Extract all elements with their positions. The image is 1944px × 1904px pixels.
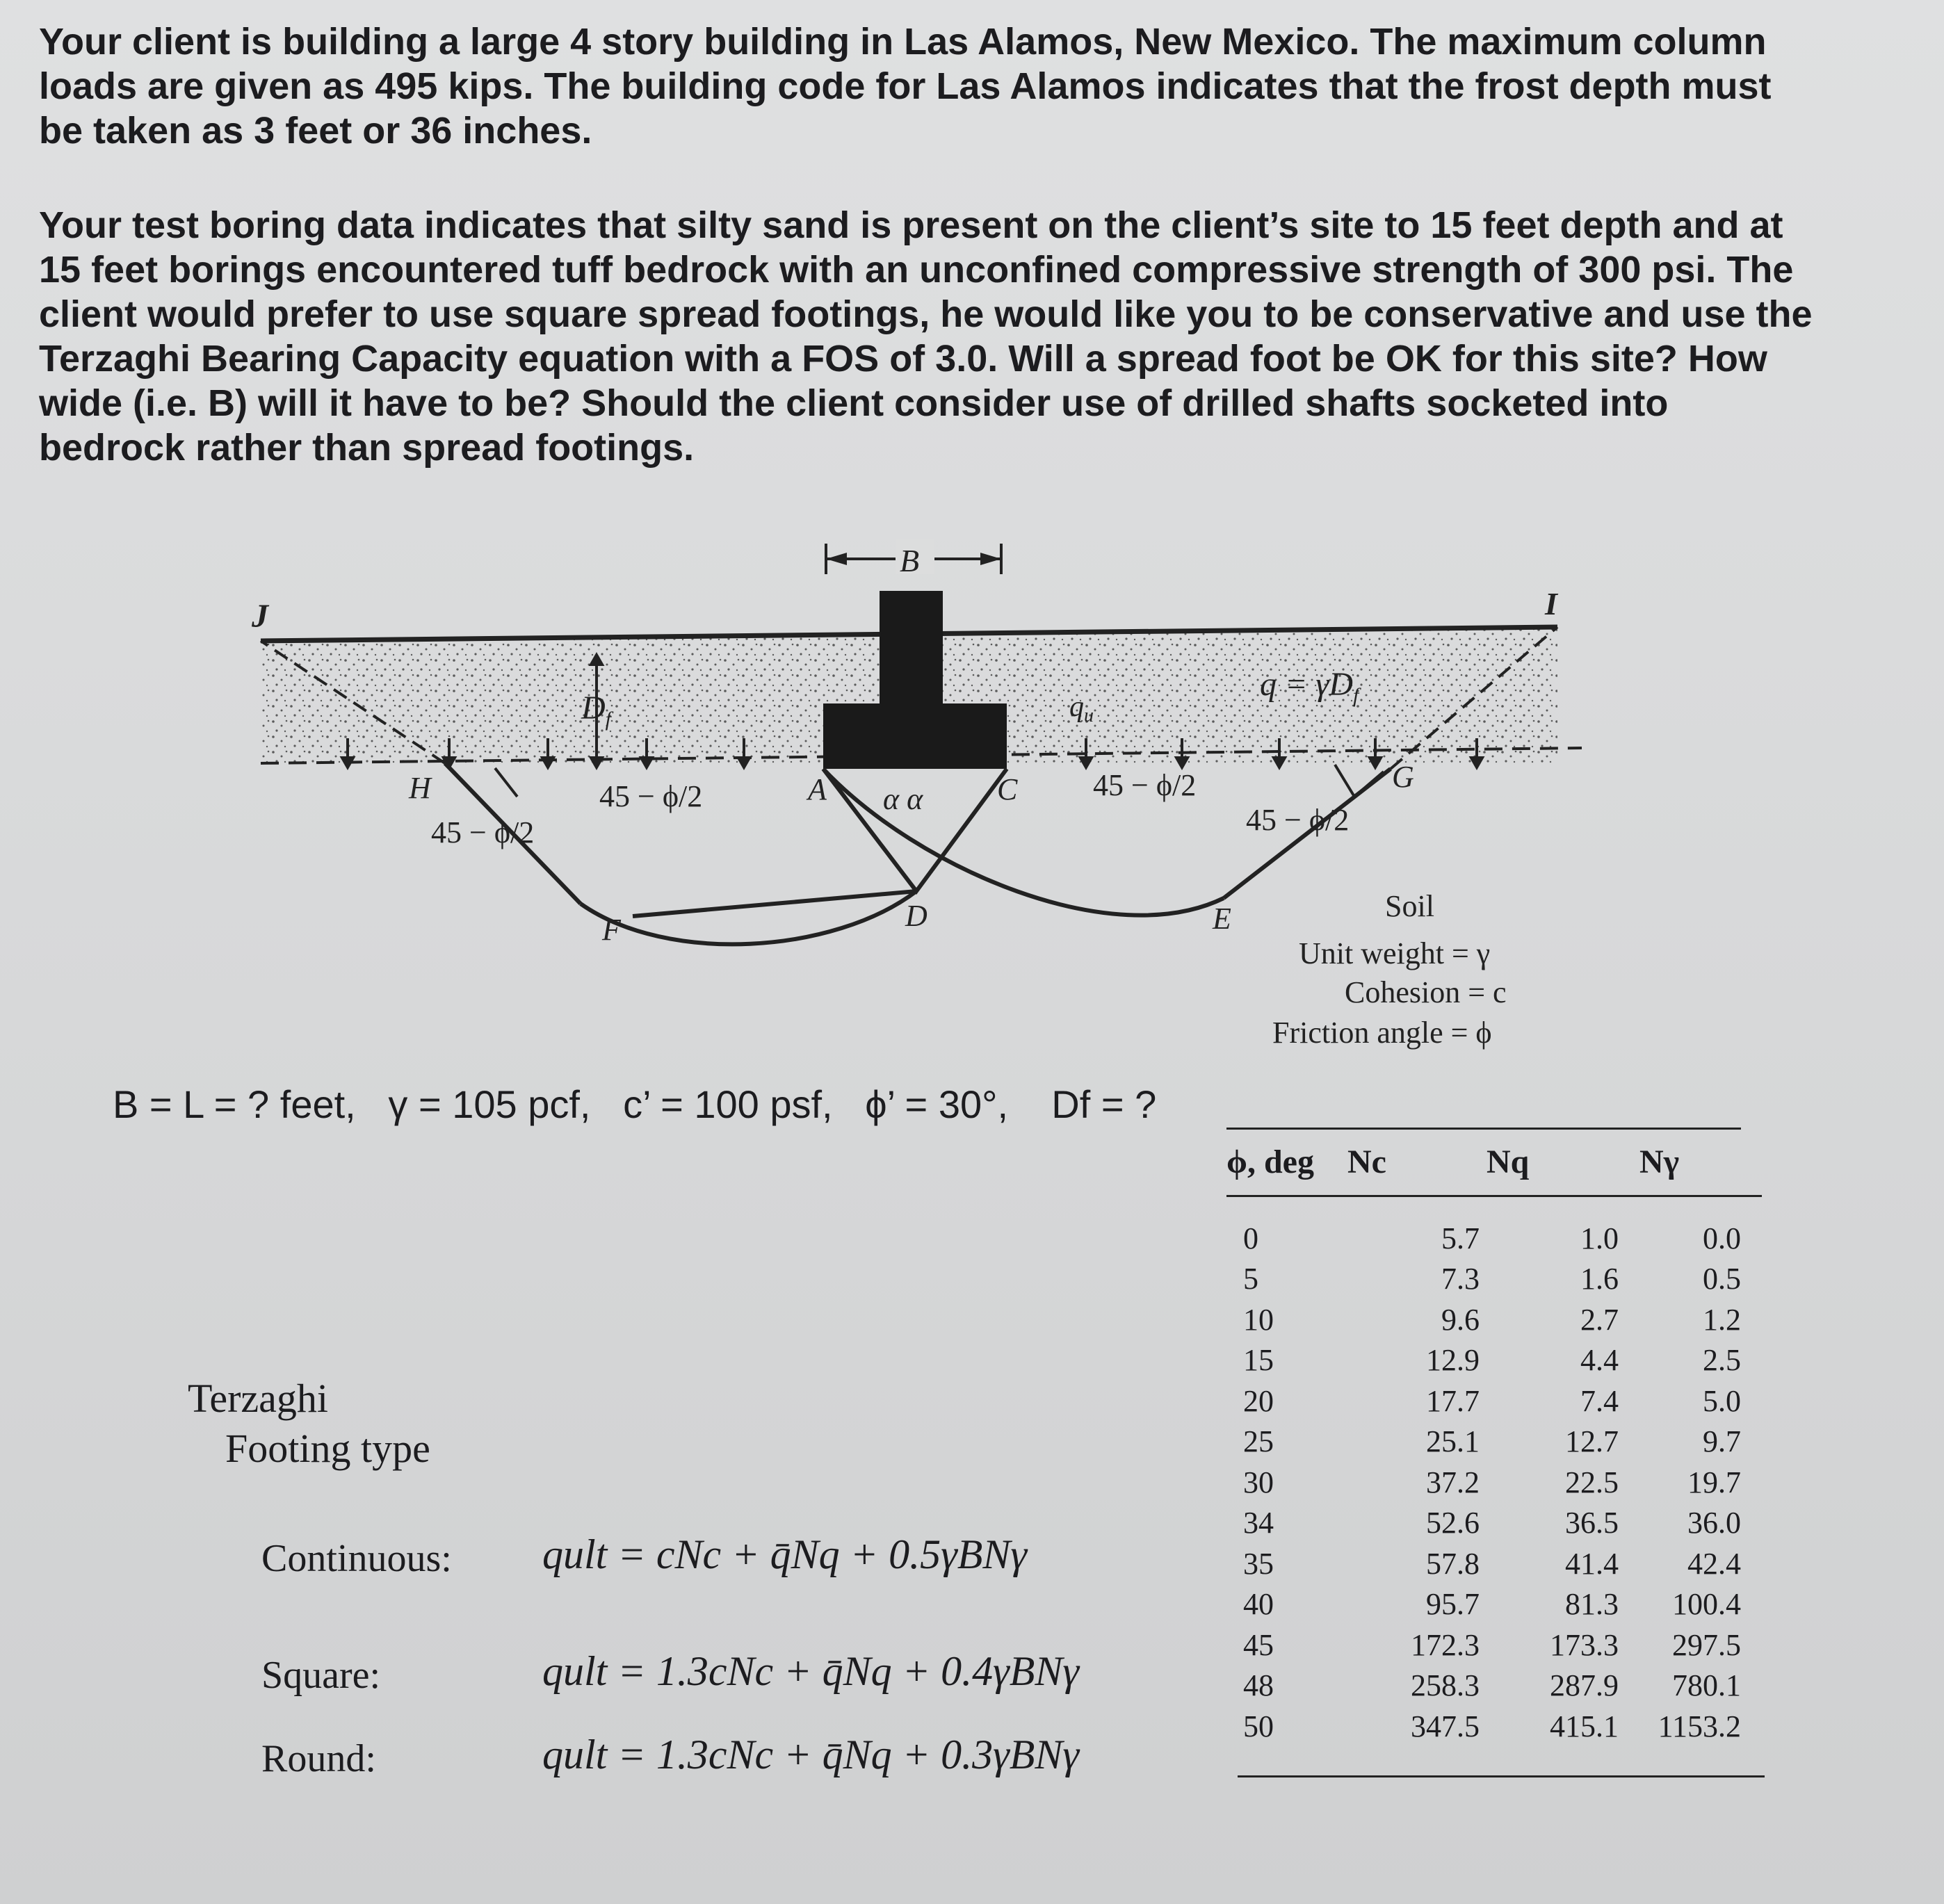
label-f: F: [602, 913, 621, 947]
table-row: [1226, 1543, 1762, 1584]
cell-nq: 7.4: [1580, 1383, 1619, 1418]
cell-nq: 2.7: [1580, 1302, 1619, 1337]
header-phi: ϕ, deg: [1226, 1144, 1314, 1180]
label-a: A: [808, 772, 827, 806]
cell-nc: 95.7: [1426, 1587, 1480, 1622]
footing-type-round: Round:: [261, 1737, 376, 1780]
cell-phi: 20: [1243, 1383, 1274, 1418]
cell-nq: 4.4: [1580, 1343, 1619, 1378]
log-spiral-left: [581, 891, 916, 944]
cell-phi: 34: [1243, 1506, 1274, 1540]
given-parameters: B = L = ? feet, γ = 105 pcf, c’ = 100 psf, ϕ’ = 30°, Df = ?: [113, 1082, 1157, 1126]
table-row: [1226, 1462, 1762, 1503]
cell-nq: 41.4: [1565, 1546, 1619, 1581]
label-j: J: [252, 598, 268, 635]
equation-square: qult = 1.3cNc + q̄Nq + 0.4γBNγ: [542, 1648, 1080, 1694]
soil-title: Soil: [1385, 889, 1434, 923]
cell-nq: 22.5: [1565, 1465, 1619, 1499]
label-g: G: [1392, 760, 1414, 794]
table-row: [1226, 1666, 1762, 1707]
cell-phi: 25: [1243, 1424, 1274, 1459]
cell-nc: 172.3: [1411, 1627, 1480, 1662]
cell-nq: 287.9: [1550, 1668, 1619, 1703]
cell-ngamma: 1.2: [1703, 1302, 1741, 1337]
cell-nc: 17.7: [1426, 1383, 1480, 1418]
table-row: [1226, 1503, 1762, 1544]
cell-phi: 15: [1243, 1343, 1274, 1378]
cell-nc: 52.6: [1426, 1506, 1480, 1540]
table-row: [1226, 1422, 1762, 1463]
angle-label-g: 45 − ϕ/2: [1246, 803, 1350, 837]
cell-ngamma: 1153.2: [1658, 1709, 1741, 1743]
problem-paragraph-2: Your test boring data indicates that silty sand is present on the client’s site to 15 feet depth and at 15 feet borings encountered tuff bedrock with an unconfined compressive strength of 300 psi. The client would prefer to use square spread footings, he would like you to be conservative and use the Terzaghi Bearing Capacity equation with a FOS of 3.0. Will a spread foot be OK for this site? How wide (i.e. B) will it have to be? Should the client consider use of drilled shafts socketed into bedrock rather than spread footings.: [39, 204, 1813, 469]
angle-label-c: 45 − ϕ/2: [1093, 768, 1197, 802]
table-row: [1226, 1584, 1762, 1625]
soil-unit-weight: Unit weight = γ: [1299, 936, 1491, 970]
cell-nq: 1.0: [1580, 1221, 1619, 1255]
cell-ngamma: 36.0: [1687, 1506, 1741, 1540]
cell-ngamma: 780.1: [1672, 1668, 1741, 1703]
table-row: [1226, 1259, 1762, 1300]
cell-nq: 173.3: [1550, 1627, 1619, 1662]
label-c: C: [997, 772, 1018, 806]
table-bottom-rule: [1238, 1775, 1765, 1777]
table-row: [1226, 1299, 1762, 1340]
cell-phi: 5: [1243, 1262, 1258, 1296]
cell-nq: 81.3: [1565, 1587, 1619, 1622]
cell-phi: 30: [1243, 1465, 1274, 1499]
cell-phi: 45: [1243, 1627, 1274, 1662]
cell-nc: 347.5: [1411, 1709, 1480, 1743]
cell-nc: 9.6: [1441, 1302, 1480, 1337]
cell-nc: 57.8: [1426, 1546, 1480, 1581]
cell-ngamma: 0.0: [1703, 1221, 1741, 1255]
cell-nq: 12.7: [1565, 1424, 1619, 1459]
cell-nc: 25.1: [1426, 1424, 1480, 1459]
cell-nc: 258.3: [1411, 1668, 1480, 1703]
cell-phi: 35: [1243, 1546, 1274, 1581]
cell-nq: 36.5: [1565, 1506, 1619, 1540]
cell-nc: 12.9: [1426, 1343, 1480, 1378]
cell-nc: 5.7: [1441, 1221, 1480, 1255]
cell-nq: 415.1: [1550, 1709, 1619, 1743]
label-df: $D_f$: [581, 690, 612, 731]
cell-ngamma: 0.5: [1703, 1262, 1741, 1296]
footing-type-square: Square:: [261, 1654, 381, 1697]
cell-ngamma: 297.5: [1672, 1627, 1741, 1662]
header-nq: Nq: [1487, 1144, 1530, 1180]
cell-nc: 7.3: [1441, 1262, 1480, 1296]
terzaghi-title: Terzaghi: [188, 1376, 329, 1421]
label-i: I: [1545, 586, 1557, 621]
cell-phi: 0: [1243, 1221, 1258, 1255]
label-q-equation: $q = \gamma D_f$: [1260, 666, 1359, 707]
radial-zone-left: [633, 891, 916, 916]
soil-friction-angle: Friction angle = ϕ: [1272, 1016, 1492, 1050]
table-row: [1226, 1196, 1762, 1259]
soil-cohesion: Cohesion = c: [1345, 975, 1507, 1009]
label-d: D: [905, 899, 928, 933]
label-h: H: [409, 771, 431, 805]
angle-label-a: 45 − ϕ/2: [599, 779, 703, 813]
cell-ngamma: 19.7: [1687, 1465, 1741, 1499]
cell-nq: 1.6: [1580, 1262, 1619, 1296]
cell-phi: 10: [1243, 1302, 1274, 1337]
label-qu: qu: [1069, 691, 1094, 726]
header-nc: Nc: [1347, 1144, 1386, 1180]
cell-ngamma: 2.5: [1703, 1343, 1741, 1378]
cell-ngamma: 42.4: [1687, 1546, 1741, 1581]
bearing-factor-table: [1226, 1128, 1762, 1747]
footing-type-heading: Footing type: [225, 1426, 430, 1471]
footing-type-continuous: Continuous:: [261, 1537, 452, 1580]
cell-phi: 50: [1243, 1709, 1274, 1743]
cell-phi: 40: [1243, 1587, 1274, 1622]
problem-paragraph-1: Your client is building a large 4 story building in Las Alamos, New Mexico. The maximum column loads are given as 495 kips. The building code for Las Alamos indicates that the frost depth must be taken as 3 feet or 36 inches.: [39, 21, 1772, 152]
table-header-row: [1226, 1128, 1762, 1196]
label-alpha: α α: [883, 782, 923, 816]
cell-nc: 37.2: [1426, 1465, 1480, 1499]
cell-phi: 48: [1243, 1668, 1274, 1703]
cell-ngamma: 100.4: [1672, 1587, 1741, 1622]
equation-round: qult = 1.3cNc + q̄Nq + 0.3γBNγ: [542, 1732, 1080, 1777]
table-row: [1226, 1381, 1762, 1422]
cell-ngamma: 9.7: [1703, 1424, 1741, 1459]
table-row: [1226, 1625, 1762, 1666]
cell-ngamma: 5.0: [1703, 1383, 1741, 1418]
equation-continuous: qult = cNc + q̄Nq + 0.5γBNγ: [542, 1531, 1028, 1577]
angle-label-h: 45 − ϕ/2: [431, 815, 535, 849]
table-row: [1226, 1340, 1762, 1381]
header-ngamma: Nγ: [1639, 1144, 1680, 1180]
label-e: E: [1213, 902, 1231, 936]
table-row: [1226, 1706, 1762, 1747]
b-label: B: [900, 543, 920, 578]
